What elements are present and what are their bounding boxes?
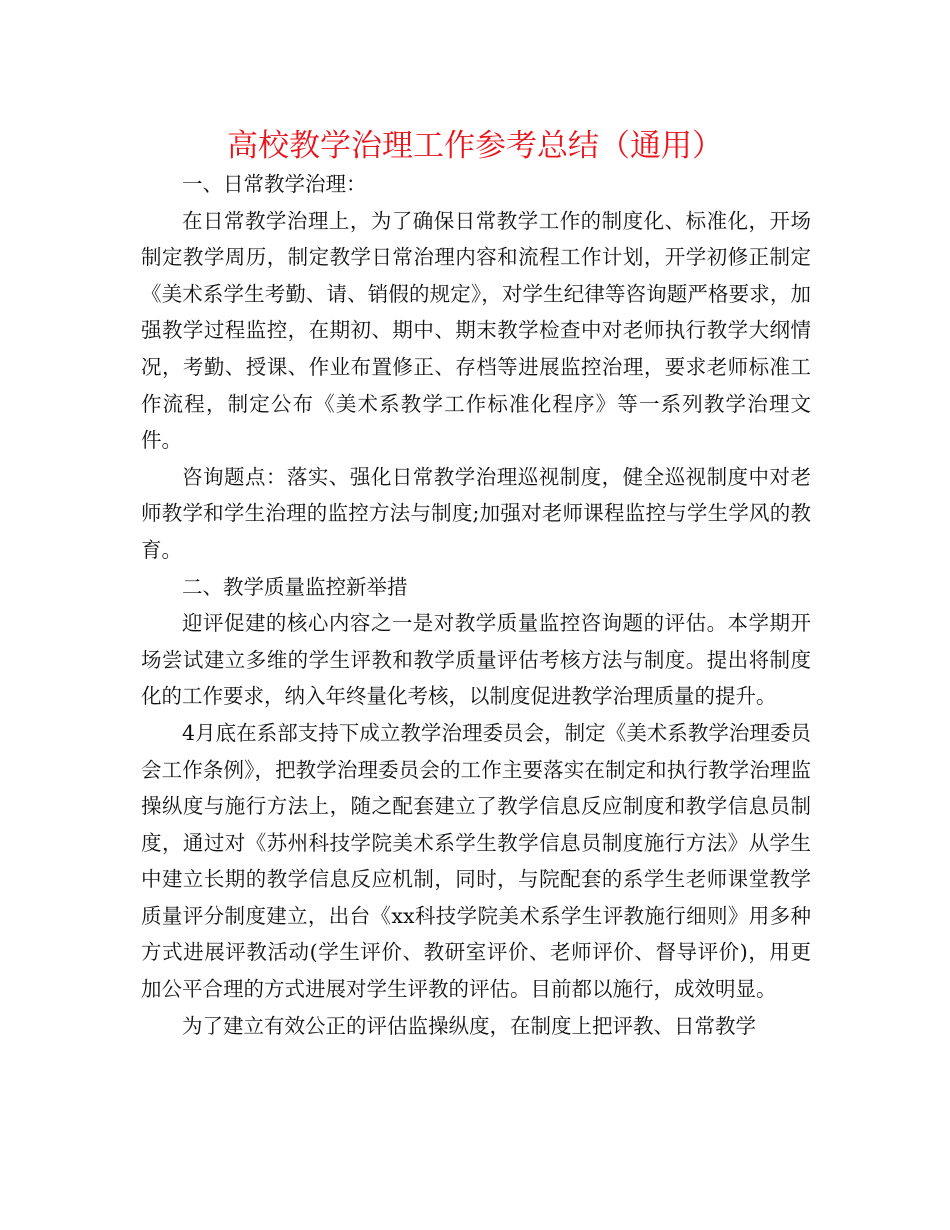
- document-body: [141, 166, 811, 1044]
- paragraph-continued: 为了建立有效公正的评估监操纵度，在制度上把评教、日常教学: [182, 1013, 756, 1038]
- document-title: 高校教学治理工作参考总结（通用）: [227, 128, 723, 164]
- paragraph-committee: 4月底在系部支持下成立教学治理委员会，制定《美术系教学治理委员会工作条例》，把教学治理委员会的工作主要落实在制定和执行教学治理监操纵度与施行方法上，随之配套建立了教学信息反应制度和教学信息员制度，通过对《苏州科技学院美术系学生教学信息员制度施行方法》从学生中建立长期的教学信息反应机制，同时，与院配套的系学生老师课堂教学质量评分制度建立，出台《xx科技学院美术系学生评教施行细则》用多种方式进展评教活动(学生评价、教研室评价、老师评价、督导评价)，用更加公平合理的方式进展对学生评教的评估。目前都以施行，成效明显。: [141, 720, 811, 1002]
- section-heading-quality-monitoring: 二、教学质量监控新举措: [182, 574, 408, 599]
- paragraph-evaluation: 迎评促建的核心内容之一是对教学质量监控咨询题的评估。本学期开场尝试建立多维的学生评教和教学质量评估考核方法与制度。提出将制度化的工作要求，纳入年终量化考核，以制度促进教学治理质量的提升。: [141, 611, 811, 709]
- section-heading-daily-management: 一、日常教学治理：: [182, 172, 367, 196]
- paragraph-daily-management: 在日常教学治理上，为了确保日常教学工作的制度化、标准化，开场制定教学周历，制定教学日常治理内容和流程工作计划，开学初修正制定《美术系学生考勤、请、销假的规定》，对学生纪律等咨询题严格要求，加强教学过程监控，在期初、期中、期末教学检查中对老师执行教学大纲情况，考勤、授课、作业布置修正、存档等进展监控治理，要求老师标准工作流程，制定公布《美术系教学工作标准化程序》等一系列教学治理文件。: [141, 208, 811, 453]
- paragraph-issues: 咨询题点：落实、强化日常教学治理巡视制度，健全巡视制度中对老师教学和学生治理的监控方法与制度;加强对老师课程监控与学生学风的教育。: [141, 464, 811, 562]
